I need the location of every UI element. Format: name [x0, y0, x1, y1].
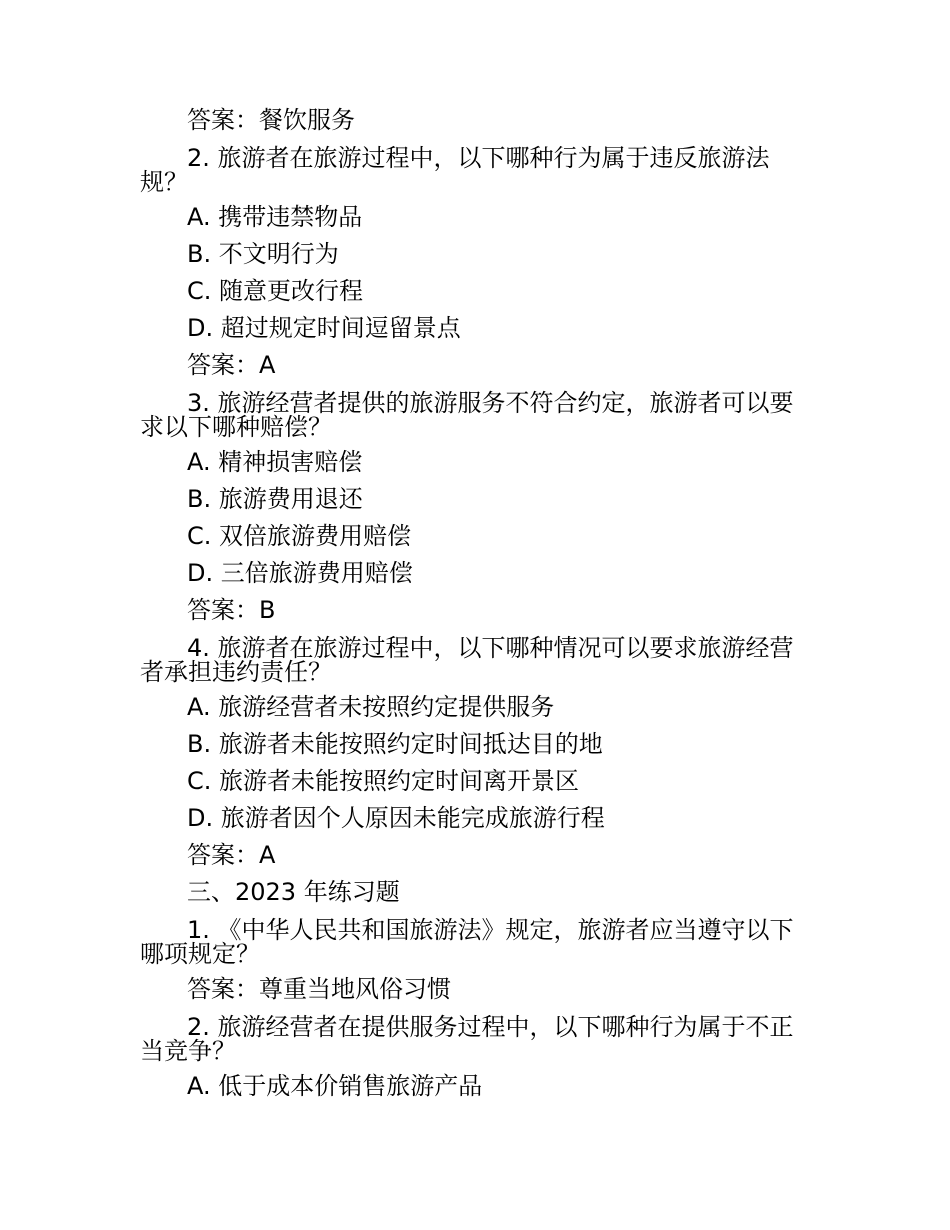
answer-line: 答案：A [187, 841, 276, 869]
option-a: A. 精神损害赔偿 [187, 448, 363, 476]
answer-line: 答案：A [187, 351, 276, 379]
question-1-line-1: 1. 《中华人民共和国旅游法》规定，旅游者应当遵守以下 [187, 916, 794, 944]
question-2-line-2: 规？ [140, 168, 188, 196]
option-b: B. 旅游费用退还 [187, 485, 363, 513]
question-4-line-2: 者承担违约责任？ [140, 658, 332, 686]
option-c: C. 双倍旅游费用赔偿 [187, 522, 412, 550]
question-2b-line-1: 2. 旅游经营者在提供服务过程中，以下哪种行为属于不正 [187, 1013, 794, 1041]
option-d: D. 旅游者因个人原因未能完成旅游行程 [187, 804, 605, 832]
option-d: D. 超过规定时间逗留景点 [187, 314, 461, 342]
question-2-line-1: 2. 旅游者在旅游过程中，以下哪种行为属于违反旅游法 [187, 144, 770, 172]
option-b: B. 不文明行为 [187, 240, 339, 268]
question-4-line-1: 4. 旅游者在旅游过程中，以下哪种情况可以要求旅游经营 [187, 634, 794, 662]
option-c: C. 旅游者未能按照约定时间离开景区 [187, 767, 580, 795]
option-a: A. 旅游经营者未按照约定提供服务 [187, 693, 555, 721]
option-b: B. 旅游者未能按照约定时间抵达目的地 [187, 730, 603, 758]
question-3-line-1: 3. 旅游经营者提供的旅游服务不符合约定，旅游者可以要 [187, 389, 794, 417]
question-1-line-2: 哪项规定？ [140, 940, 260, 968]
answer-line: 答案：餐饮服务 [187, 106, 355, 134]
option-a: A. 低于成本价销售旅游产品 [187, 1072, 483, 1100]
answer-line: 答案：尊重当地风俗习惯 [187, 975, 451, 1003]
section-heading: 三、2023 年练习题 [187, 878, 400, 906]
option-d: D. 三倍旅游费用赔偿 [187, 559, 413, 587]
option-c: C. 随意更改行程 [187, 277, 364, 305]
answer-line: 答案：B [187, 596, 276, 624]
option-a: A. 携带违禁物品 [187, 203, 363, 231]
question-2b-line-2: 当竞争？ [140, 1037, 236, 1065]
question-3-line-2: 求以下哪种赔偿？ [140, 413, 332, 441]
